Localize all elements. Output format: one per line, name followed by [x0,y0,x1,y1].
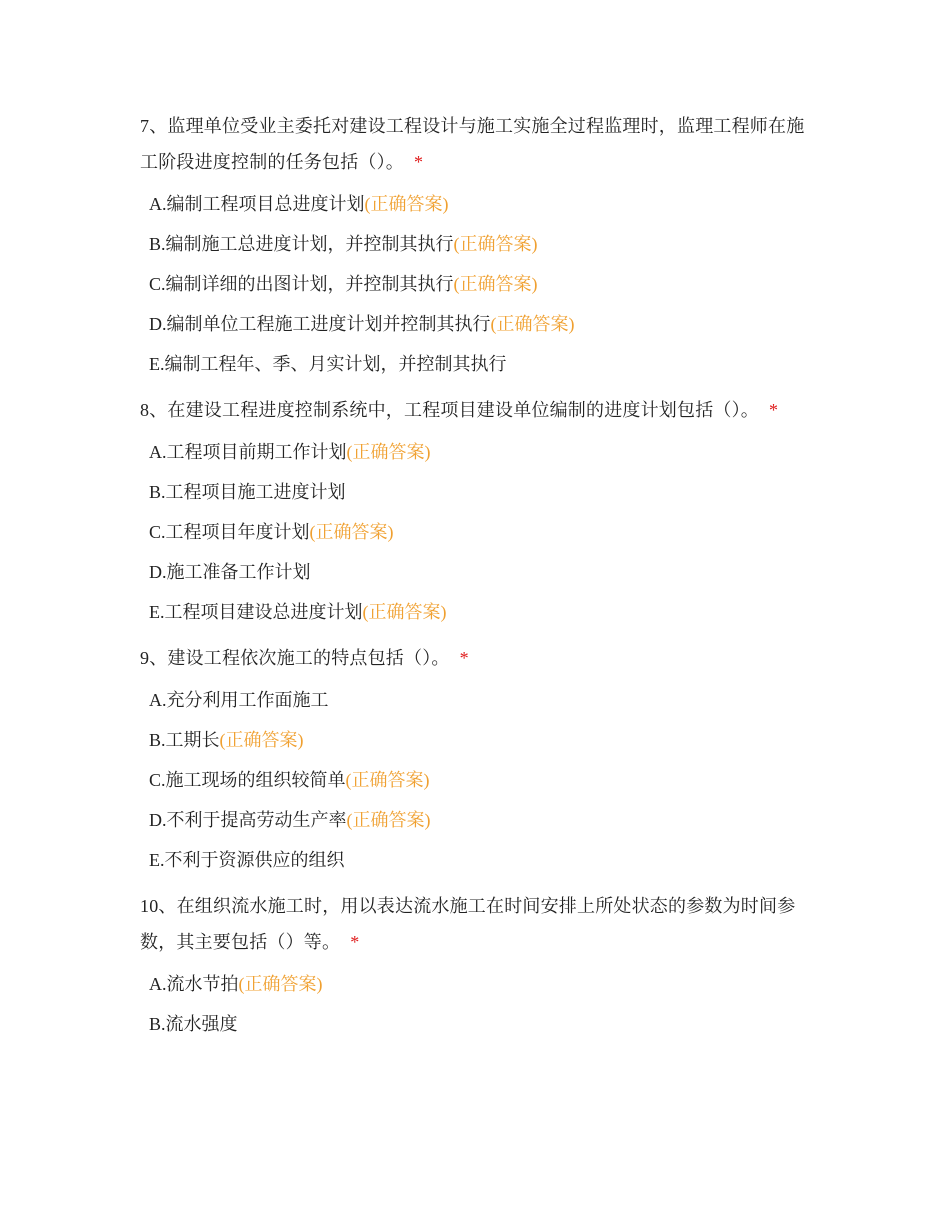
option-b: B.工期长(正确答案) [149,730,304,750]
option-list [149,680,820,880]
correct-answer-tag: (正确答案) [453,234,538,254]
option-c: C.工程项目年度计划(正确答案) [149,522,394,542]
correct-answer-tag: (正确答案) [346,810,431,830]
question-8 [140,392,820,632]
option-list [149,184,820,384]
question-title: 10、在组织流水施工时，用以表达流水施工在时间安排上所处状态的参数为时间参数，其主要包括（）等。 * [140,896,796,952]
option-a: A.充分利用工作面施工 [149,690,329,710]
correct-answer-tag: (正确答案) [364,194,449,214]
option-d: D.不利于提高劳动生产率(正确答案) [149,810,431,830]
correct-answer-tag: (正确答案) [309,522,394,542]
question-7 [140,108,820,384]
required-mark: * [350,932,360,952]
correct-answer-tag: (正确答案) [362,602,447,622]
required-mark: * [769,400,779,420]
question-10 [140,888,820,1044]
option-a: A.工程项目前期工作计划(正确答案) [149,442,431,462]
correct-answer-tag: (正确答案) [346,442,431,462]
question-title: 7、监理单位受业主委托对建设工程设计与施工实施全过程监理时，监理工程师在施工阶段进度控制的任务包括（）。 * [140,116,805,172]
option-e: E.不利于资源供应的组织 [149,850,345,870]
option-e: E.编制工程年、季、月实计划，并控制其执行 [149,354,507,374]
option-b: B.流水强度 [149,1014,238,1034]
option-c: C.施工现场的组织较简单(正确答案) [149,770,430,790]
option-b: B.工程项目施工进度计划 [149,482,346,502]
required-mark: * [459,648,469,668]
document-page [140,108,820,1052]
question-title: 8、在建设工程进度控制系统中，工程项目建设单位编制的进度计划包括（）。 * [140,400,779,420]
option-a: A.流水节拍(正确答案) [149,974,323,994]
option-b: B.编制施工总进度计划，并控制其执行(正确答案) [149,234,538,254]
option-d: D.施工准备工作计划 [149,562,311,582]
question-9 [140,640,820,880]
correct-answer-tag: (正确答案) [453,274,538,294]
option-list [149,964,820,1044]
option-e: E.工程项目建设总进度计划(正确答案) [149,602,447,622]
option-d: D.编制单位工程施工进度计划并控制其执行(正确答案) [149,314,575,334]
correct-answer-tag: (正确答案) [238,974,323,994]
option-list [149,432,820,632]
question-title: 9、建设工程依次施工的特点包括（）。 * [140,648,469,668]
correct-answer-tag: (正确答案) [345,770,430,790]
option-c: C.编制详细的出图计划，并控制其执行(正确答案) [149,274,538,294]
option-a: A.编制工程项目总进度计划(正确答案) [149,194,449,214]
correct-answer-tag: (正确答案) [219,730,304,750]
correct-answer-tag: (正确答案) [490,314,575,334]
required-mark: * [414,152,424,172]
